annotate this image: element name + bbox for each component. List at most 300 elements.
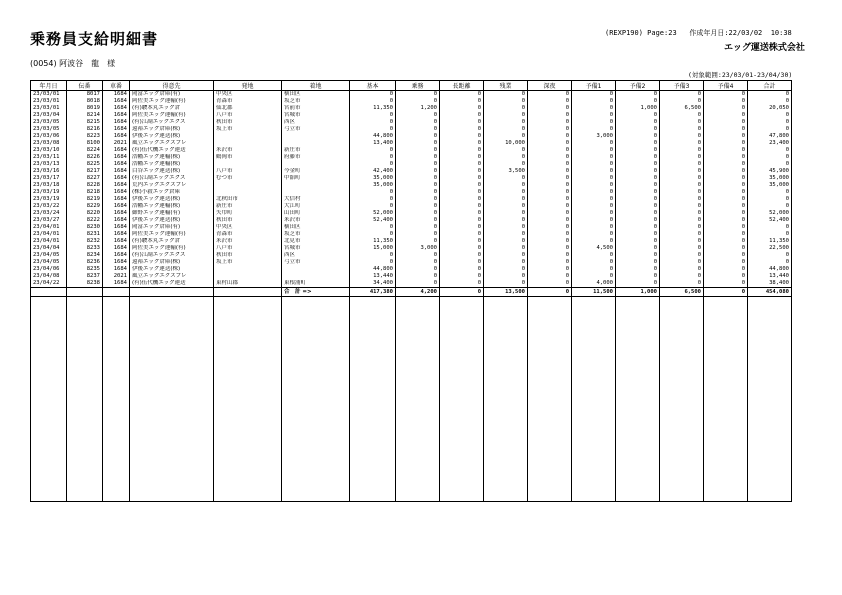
cell-date: 23/04/05: [31, 259, 67, 266]
cell-customer: (有)駿本丸エッグ倉: [130, 105, 214, 112]
cell-long-distance: 0: [440, 182, 484, 189]
cell-vehicle-no: 1684: [103, 182, 130, 189]
cell-basic: 15,000: [350, 245, 396, 252]
cell-reserve-4: 0: [704, 273, 748, 280]
cell-destination: 宮城市: [282, 245, 350, 252]
cell-origin: むつ市: [214, 175, 282, 182]
cell-reserve-2: 0: [616, 133, 660, 140]
cell-reserve-4: 0: [704, 112, 748, 119]
cell-basic: 0: [350, 259, 396, 266]
cell-total: 0: [748, 231, 792, 238]
cell-long-distance: 0: [440, 259, 484, 266]
cell-slip-no: 8233: [67, 245, 103, 252]
table-row: [31, 189, 792, 196]
table-row: [31, 105, 792, 112]
cell-total: 38,400: [748, 280, 792, 288]
cell-reserve-2: 0: [616, 231, 660, 238]
table-row: [31, 210, 792, 217]
cell-overtime: 3,500: [484, 168, 528, 175]
cell-overtime: 0: [484, 224, 528, 231]
cell-customer: 伊後エッグ運送(株): [130, 217, 214, 224]
cell-slip-no: 8019: [67, 105, 103, 112]
cell-reserve-4: 0: [704, 203, 748, 210]
cell-long-distance: 0: [440, 147, 484, 154]
blank-cell: [660, 297, 704, 502]
cell-long-distance: 0: [440, 224, 484, 231]
cell-long-distance: 0: [440, 266, 484, 273]
cell-late-night: 0: [528, 119, 572, 126]
cell-destination: [282, 161, 350, 168]
cell-date: 23/03/17: [31, 175, 67, 182]
cell-reserve-4: 0: [704, 259, 748, 266]
blank-cell: [572, 297, 616, 502]
cell-reserve-1: 0: [572, 196, 616, 203]
cell-reserve-1: 4,500: [572, 245, 616, 252]
total-total: 454,080: [748, 288, 792, 297]
cell-crew: 0: [396, 98, 440, 105]
cell-destination: 東根浦町: [282, 280, 350, 288]
cell-reserve-4: 0: [704, 140, 748, 147]
cell-reserve-4: 0: [704, 182, 748, 189]
cell-reserve-1: 0: [572, 210, 616, 217]
cell-reserve-1: 0: [572, 273, 616, 280]
table-row: [31, 266, 792, 273]
cell-customer: (有)江副エッグエクス: [130, 119, 214, 126]
cell-vehicle-no: 1684: [103, 189, 130, 196]
cell-long-distance: 0: [440, 245, 484, 252]
cell-reserve-3: 0: [660, 189, 704, 196]
cell-late-night: 0: [528, 98, 572, 105]
column-header-date: 年月日: [31, 81, 67, 91]
cell-customer: 阿佐美エッグ運輸(有): [130, 231, 214, 238]
cell-reserve-3: 0: [660, 140, 704, 147]
cell-late-night: 0: [528, 161, 572, 168]
cell-reserve-1: 0: [572, 168, 616, 175]
cell-reserve-2: 1,000: [616, 105, 660, 112]
cell-origin: [214, 133, 282, 140]
cell-overtime: 0: [484, 91, 528, 99]
cell-slip-no: 8232: [67, 238, 103, 245]
driver-name: (0054) 阿波谷 龍 様: [30, 59, 116, 68]
cell-total: 13,440: [748, 273, 792, 280]
cell-slip-no: 8217: [67, 168, 103, 175]
cell-destination: [282, 140, 350, 147]
cell-total: 52,000: [748, 210, 792, 217]
cell-total: 0: [748, 91, 792, 99]
cell-overtime: 0: [484, 273, 528, 280]
cell-overtime: 0: [484, 126, 528, 133]
cell-reserve-4: 0: [704, 189, 748, 196]
total-crew: 4,200: [396, 288, 440, 297]
cell-vehicle-no: 1684: [103, 154, 130, 161]
cell-origin: 秋田市: [214, 119, 282, 126]
cell-basic: 0: [350, 112, 396, 119]
cell-crew: 0: [396, 140, 440, 147]
cell-crew: 0: [396, 161, 440, 168]
cell-crew: 0: [396, 175, 440, 182]
cell-vehicle-no: 1684: [103, 266, 130, 273]
cell-reserve-1: 0: [572, 224, 616, 231]
cell-reserve-4: 0: [704, 161, 748, 168]
cell-crew: 0: [396, 231, 440, 238]
cell-reserve-1: 0: [572, 259, 616, 266]
column-header-reserve-1: 予備1: [572, 81, 616, 91]
cell-reserve-3: 0: [660, 203, 704, 210]
cell-vehicle-no: 1684: [103, 98, 130, 105]
cell-reserve-3: 0: [660, 126, 704, 133]
column-header-late-night: 深夜: [528, 81, 572, 91]
cell-destination: 中舘町: [282, 175, 350, 182]
blank-cell: [396, 297, 440, 502]
cell-origin: 秋田市: [214, 217, 282, 224]
cell-customer: (有)伍代機エッグ運送: [130, 147, 214, 154]
cell-date: 23/03/05: [31, 126, 67, 133]
cell-slip-no: 8237: [67, 273, 103, 280]
cell-vehicle-no: 1684: [103, 252, 130, 259]
cell-total: 44,800: [748, 266, 792, 273]
cell-reserve-1: 0: [572, 147, 616, 154]
cell-total: 0: [748, 196, 792, 203]
cell-crew: 0: [396, 196, 440, 203]
table-row: [31, 91, 792, 99]
column-header-total: 合計: [748, 81, 792, 91]
cell-reserve-3: 0: [660, 231, 704, 238]
cell-late-night: 0: [528, 245, 572, 252]
cell-origin: 米沢市: [214, 147, 282, 154]
cell-date: 23/03/05: [31, 119, 67, 126]
table-row: [31, 224, 792, 231]
cell-reserve-2: 0: [616, 217, 660, 224]
column-header-destination: 着地: [282, 81, 350, 91]
cell-basic: 0: [350, 161, 396, 168]
blank-cell: [214, 297, 282, 502]
cell-reserve-2: 0: [616, 140, 660, 147]
cell-total: 0: [748, 119, 792, 126]
cell-slip-no: 8224: [67, 147, 103, 154]
cell-origin: 中央区: [214, 224, 282, 231]
cell-total: 0: [748, 259, 792, 266]
cell-destination: 大信村: [282, 196, 350, 203]
cell-date: 23/03/10: [31, 147, 67, 154]
blank-cell: [484, 297, 528, 502]
cell-slip-no: 8100: [67, 140, 103, 147]
cell-reserve-3: 0: [660, 161, 704, 168]
cell-crew: 0: [396, 273, 440, 280]
cell-origin: [214, 189, 282, 196]
table-row: [31, 196, 792, 203]
total-row-empty-cell: [67, 288, 103, 297]
cell-slip-no: 8235: [67, 266, 103, 273]
cell-long-distance: 0: [440, 112, 484, 119]
cell-destination: [282, 273, 350, 280]
cell-vehicle-no: 1684: [103, 112, 130, 119]
cell-customer: 浩幡エッグ運輸(株): [130, 154, 214, 161]
cell-customer: 遠裕エッグ倉庫(株): [130, 126, 214, 133]
cell-date: 23/03/01: [31, 98, 67, 105]
table-row: [31, 161, 792, 168]
cell-origin: 矢巾町: [214, 210, 282, 217]
cell-vehicle-no: 1684: [103, 231, 130, 238]
cell-overtime: 0: [484, 133, 528, 140]
cell-total: 0: [748, 126, 792, 133]
cell-reserve-4: 0: [704, 210, 748, 217]
cell-basic: 0: [350, 203, 396, 210]
cell-long-distance: 0: [440, 140, 484, 147]
total-reserve-2: 1,000: [616, 288, 660, 297]
cell-origin: 坂上市: [214, 259, 282, 266]
cell-reserve-2: 0: [616, 154, 660, 161]
cell-total: 52,400: [748, 217, 792, 224]
cell-reserve-3: 6,500: [660, 105, 704, 112]
cell-date: 23/03/11: [31, 154, 67, 161]
cell-crew: 0: [396, 154, 440, 161]
table-row: [31, 259, 792, 266]
cell-late-night: 0: [528, 210, 572, 217]
cell-vehicle-no: 1684: [103, 245, 130, 252]
cell-origin: 東村山郡: [214, 280, 282, 288]
cell-reserve-4: 0: [704, 168, 748, 175]
cell-date: 23/04/22: [31, 280, 67, 288]
cell-overtime: 0: [484, 238, 528, 245]
table-row: [31, 140, 792, 147]
cell-reserve-3: 0: [660, 133, 704, 140]
cell-long-distance: 0: [440, 280, 484, 288]
cell-reserve-2: 0: [616, 91, 660, 99]
cell-basic: 0: [350, 119, 396, 126]
cell-date: 23/03/19: [31, 196, 67, 203]
cell-origin: 仙北郡: [214, 105, 282, 112]
cell-destination: 今金町: [282, 168, 350, 175]
cell-slip-no: 8226: [67, 154, 103, 161]
cell-slip-no: 8216: [67, 126, 103, 133]
cell-vehicle-no: 2021: [103, 140, 130, 147]
table-row: [31, 182, 792, 189]
cell-overtime: 0: [484, 210, 528, 217]
cell-late-night: 0: [528, 112, 572, 119]
cell-reserve-3: 0: [660, 168, 704, 175]
cell-origin: [214, 266, 282, 273]
cell-customer: 伊後エッグ運送(株): [130, 133, 214, 140]
cell-long-distance: 0: [440, 203, 484, 210]
table-row: [31, 154, 792, 161]
total-label: 合 計 =>: [282, 288, 350, 297]
cell-overtime: 0: [484, 175, 528, 182]
cell-vehicle-no: 1684: [103, 259, 130, 266]
cell-origin: 米沢市: [214, 238, 282, 245]
cell-reserve-2: 0: [616, 238, 660, 245]
cell-reserve-4: 0: [704, 238, 748, 245]
cell-reserve-3: 0: [660, 119, 704, 126]
cell-destination: 西区: [282, 119, 350, 126]
cell-basic: 35,000: [350, 175, 396, 182]
cell-total: 0: [748, 98, 792, 105]
cell-slip-no: 8238: [67, 280, 103, 288]
cell-origin: [214, 140, 282, 147]
cell-origin: 青森市: [214, 98, 282, 105]
cell-long-distance: 0: [440, 168, 484, 175]
table-row: [31, 203, 792, 210]
page-number: Page:23: [647, 29, 677, 37]
cell-customer: 阿佐美エッグ運輸(有): [130, 112, 214, 119]
cell-customer: 御野エッグ運輸(有): [130, 210, 214, 217]
cell-long-distance: 0: [440, 273, 484, 280]
cell-destination: 府藤市: [282, 154, 350, 161]
cell-customer: 荒内エッグエクスプレ: [130, 182, 214, 189]
cell-crew: 0: [396, 119, 440, 126]
cell-reserve-1: 0: [572, 91, 616, 99]
cell-destination: 横田区: [282, 224, 350, 231]
cell-destination: 坂芝市: [282, 98, 350, 105]
cell-reserve-4: 0: [704, 196, 748, 203]
blank-cell: [616, 297, 660, 502]
cell-reserve-2: 0: [616, 161, 660, 168]
cell-slip-no: 8236: [67, 259, 103, 266]
total-reserve-4: 0: [704, 288, 748, 297]
total-reserve-3: 6,500: [660, 288, 704, 297]
cell-date: 23/03/27: [31, 217, 67, 224]
column-header-crew: 乗務: [396, 81, 440, 91]
table-row: [31, 280, 792, 288]
cell-reserve-3: 0: [660, 154, 704, 161]
table-row: [31, 231, 792, 238]
cell-reserve-2: 0: [616, 280, 660, 288]
cell-late-night: 0: [528, 147, 572, 154]
cell-slip-no: 8214: [67, 112, 103, 119]
cell-vehicle-no: 1684: [103, 147, 130, 154]
cell-crew: 0: [396, 217, 440, 224]
cell-reserve-1: 0: [572, 175, 616, 182]
cell-reserve-3: 0: [660, 238, 704, 245]
cell-overtime: 0: [484, 203, 528, 210]
cell-date: 23/04/01: [31, 238, 67, 245]
cell-reserve-1: 0: [572, 126, 616, 133]
cell-reserve-1: 0: [572, 266, 616, 273]
cell-late-night: 0: [528, 203, 572, 210]
cell-reserve-1: 0: [572, 140, 616, 147]
cell-date: 23/03/24: [31, 210, 67, 217]
cell-total: 23,400: [748, 140, 792, 147]
blank-cell: [103, 297, 130, 502]
cell-origin: 八戸市: [214, 168, 282, 175]
cell-slip-no: 8225: [67, 161, 103, 168]
cell-customer: 伊後エッグ運送(株): [130, 266, 214, 273]
cell-overtime: 0: [484, 182, 528, 189]
cell-slip-no: 8231: [67, 231, 103, 238]
cell-long-distance: 0: [440, 238, 484, 245]
column-header-reserve-4: 予備4: [704, 81, 748, 91]
cell-origin: 八戸市: [214, 112, 282, 119]
cell-vehicle-no: 1684: [103, 161, 130, 168]
cell-basic: 0: [350, 196, 396, 203]
cell-reserve-4: 0: [704, 280, 748, 288]
cell-date: 23/04/05: [31, 252, 67, 259]
cell-reserve-3: 0: [660, 210, 704, 217]
program-code: (REXP190): [605, 29, 643, 37]
cell-reserve-3: 0: [660, 280, 704, 288]
cell-customer: 阿佐美エッグ運輸(有): [130, 98, 214, 105]
column-header-slip-no: 伝番: [67, 81, 103, 91]
cell-date: 23/03/08: [31, 140, 67, 147]
cell-reserve-4: 0: [704, 91, 748, 99]
cell-destination: 横田区: [282, 91, 350, 99]
cell-reserve-4: 0: [704, 252, 748, 259]
cell-crew: 0: [396, 189, 440, 196]
cell-crew: 0: [396, 126, 440, 133]
cell-slip-no: 8215: [67, 119, 103, 126]
cell-late-night: 0: [528, 280, 572, 288]
cell-reserve-3: 0: [660, 259, 704, 266]
cell-crew: 0: [396, 182, 440, 189]
cell-vehicle-no: 1684: [103, 196, 130, 203]
cell-basic: 13,440: [350, 273, 396, 280]
cell-reserve-2: 0: [616, 259, 660, 266]
table-row: [31, 126, 792, 133]
cell-total: 0: [748, 154, 792, 161]
cell-customer: 浩幡エッグ運輸(株): [130, 161, 214, 168]
cell-long-distance: 0: [440, 154, 484, 161]
cell-reserve-3: 0: [660, 147, 704, 154]
cell-overtime: 0: [484, 112, 528, 119]
cell-reserve-1: 0: [572, 182, 616, 189]
cell-crew: 0: [396, 112, 440, 119]
cell-reserve-4: 0: [704, 231, 748, 238]
cell-customer: 岡富エッグ倉庫(有): [130, 91, 214, 99]
cell-customer: 伊後エッグ運送(株): [130, 196, 214, 203]
target-range: (対象範囲:23/03/01-23/04/30): [688, 71, 793, 79]
cell-basic: 42,400: [350, 168, 396, 175]
cell-reserve-2: 0: [616, 189, 660, 196]
cell-reserve-1: 0: [572, 231, 616, 238]
cell-basic: 13,400: [350, 140, 396, 147]
cell-reserve-3: 0: [660, 98, 704, 105]
cell-reserve-4: 0: [704, 147, 748, 154]
cell-reserve-2: 0: [616, 203, 660, 210]
cell-total: 0: [748, 203, 792, 210]
cell-slip-no: 8229: [67, 203, 103, 210]
total-overtime: 13,500: [484, 288, 528, 297]
cell-reserve-3: 0: [660, 273, 704, 280]
cell-total: 35,000: [748, 175, 792, 182]
cell-date: 23/03/13: [31, 161, 67, 168]
cell-late-night: 0: [528, 105, 572, 112]
cell-date: 23/03/01: [31, 91, 67, 99]
cell-destination: 米沢市: [282, 217, 350, 224]
cell-slip-no: 8220: [67, 210, 103, 217]
cell-destination: 西区: [282, 252, 350, 259]
cell-reserve-2: 0: [616, 168, 660, 175]
cell-reserve-1: 0: [572, 203, 616, 210]
cell-reserve-1: 0: [572, 217, 616, 224]
cell-total: 22,500: [748, 245, 792, 252]
cell-crew: 3,000: [396, 245, 440, 252]
cell-destination: 宮城市: [282, 112, 350, 119]
cell-date: 23/04/01: [31, 231, 67, 238]
cell-overtime: 0: [484, 217, 528, 224]
cell-reserve-3: 0: [660, 91, 704, 99]
cell-origin: 八戸市: [214, 245, 282, 252]
cell-basic: 0: [350, 91, 396, 99]
cell-reserve-1: 0: [572, 189, 616, 196]
cell-long-distance: 0: [440, 175, 484, 182]
cell-overtime: 0: [484, 266, 528, 273]
cell-slip-no: 8222: [67, 217, 103, 224]
cell-overtime: 0: [484, 98, 528, 105]
cell-total: 20,050: [748, 105, 792, 112]
column-header-basic: 基本: [350, 81, 396, 91]
blank-cell: [440, 297, 484, 502]
cell-long-distance: 0: [440, 196, 484, 203]
cell-reserve-4: 0: [704, 105, 748, 112]
